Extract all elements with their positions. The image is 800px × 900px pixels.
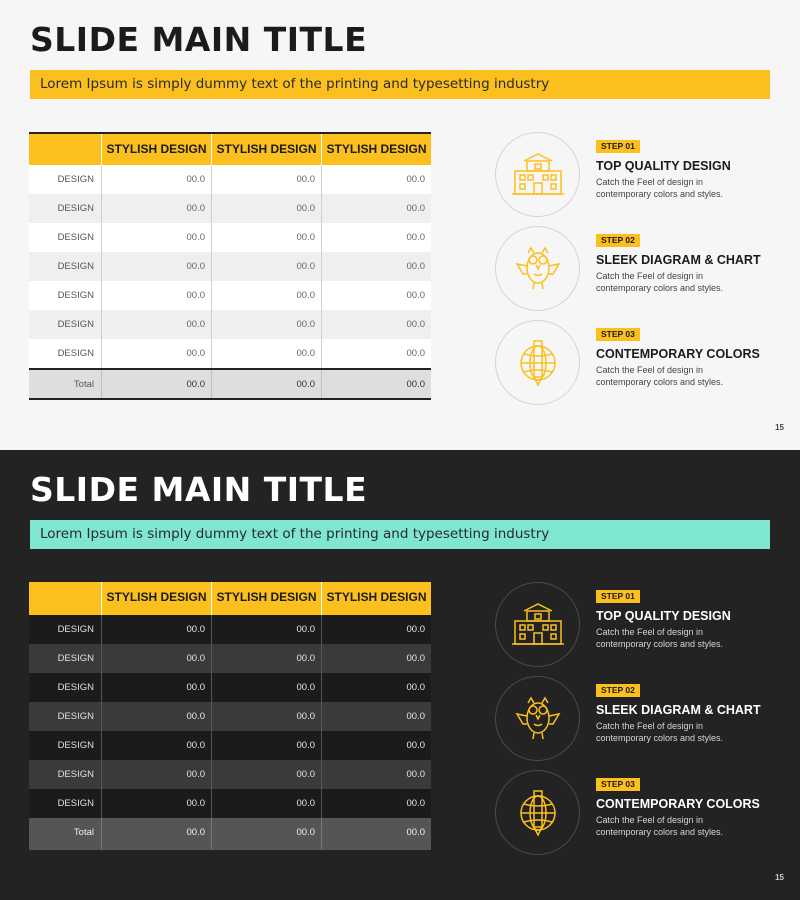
table-cell: 00.0 [321, 281, 431, 310]
table-row [29, 165, 431, 194]
table-cell: 00.0 [321, 339, 431, 368]
data-table [29, 582, 431, 850]
table-cell: 00.0 [101, 339, 211, 368]
table-cell: 00.0 [211, 252, 321, 281]
table-cell: 00.0 [211, 731, 321, 760]
table-cell: 00.0 [211, 702, 321, 731]
subtitle-bar: Lorem Ipsum is simply dummy text of the printing and typesetting industry [30, 70, 770, 99]
row-label: DESIGN [57, 174, 94, 185]
step-icon-circle [495, 320, 580, 405]
table-cell: 00.0 [211, 310, 321, 339]
step-badge: STEP 03 [596, 778, 640, 791]
table-cell: 00.0 [101, 644, 211, 673]
table-cell: 00.0 [211, 281, 321, 310]
column-header: STYLISH DESIGN [211, 582, 321, 615]
column-header: STYLISH DESIGN [101, 134, 211, 165]
total-cell: 00.0 [211, 818, 321, 850]
step-description: Catch the Feel of design in contemporary colors and styles. [596, 365, 724, 387]
row-label: DESIGN [57, 682, 94, 693]
row-label: DESIGN [57, 711, 94, 722]
step-title: TOP QUALITY DESIGN [596, 609, 731, 623]
slide-title: SLIDE MAIN TITLE [30, 20, 368, 59]
table-row [29, 760, 431, 789]
table-cell: 00.0 [101, 281, 211, 310]
step-title: CONTEMPORARY COLORS [596, 797, 760, 811]
table-cell: 00.0 [101, 223, 211, 252]
table-cell: 00.0 [321, 644, 431, 673]
table-cell: 00.0 [321, 789, 431, 818]
step-icon-circle [495, 676, 580, 761]
total-cell: 00.0 [321, 370, 431, 398]
step-badge: STEP 01 [596, 140, 640, 153]
step-title: SLEEK DIAGRAM & CHART [596, 703, 761, 717]
table-header [29, 132, 431, 165]
owl-icon [513, 244, 563, 294]
table-row [29, 789, 431, 818]
table-row [29, 731, 431, 760]
building-icon [510, 153, 566, 197]
step-description: Catch the Feel of design in contemporary colors and styles. [596, 627, 724, 649]
building-icon [510, 603, 566, 647]
header-blank-cell [29, 134, 101, 165]
step-badge: STEP 02 [596, 234, 640, 247]
row-label: DESIGN [57, 232, 94, 243]
step-description: Catch the Feel of design in contemporary colors and styles. [596, 815, 724, 837]
globe-pencil-icon [513, 788, 563, 838]
table-cell: 00.0 [321, 252, 431, 281]
row-label: DESIGN [57, 261, 94, 272]
table-cell: 00.0 [321, 673, 431, 702]
table-row [29, 339, 431, 368]
slide-title: SLIDE MAIN TITLE [30, 470, 368, 509]
table-cell: 00.0 [321, 760, 431, 789]
header-blank-cell [29, 582, 101, 615]
owl-icon [513, 694, 563, 744]
total-cell: 00.0 [321, 818, 431, 850]
step-icon-circle [495, 582, 580, 667]
step-badge: STEP 02 [596, 684, 640, 697]
table-cell: 00.0 [101, 731, 211, 760]
step-description: Catch the Feel of design in contemporary colors and styles. [596, 177, 724, 199]
table-cell: 00.0 [101, 702, 211, 731]
table-cell: 00.0 [321, 731, 431, 760]
table-cell: 00.0 [101, 760, 211, 789]
table-cell: 00.0 [211, 673, 321, 702]
table-total-row [29, 818, 431, 850]
table-row [29, 310, 431, 339]
table-row [29, 281, 431, 310]
row-label: DESIGN [57, 290, 94, 301]
total-cell: 00.0 [101, 818, 211, 850]
step-title: TOP QUALITY DESIGN [596, 159, 731, 173]
table-cell: 00.0 [211, 339, 321, 368]
step-badge: STEP 03 [596, 328, 640, 341]
row-label: DESIGN [57, 203, 94, 214]
page-number: 15 [775, 423, 784, 432]
table-row [29, 673, 431, 702]
data-table [29, 132, 431, 400]
column-header: STYLISH DESIGN [101, 582, 211, 615]
step-description: Catch the Feel of design in contemporary colors and styles. [596, 271, 724, 293]
table-cell: 00.0 [211, 165, 321, 194]
table-cell: 00.0 [101, 615, 211, 644]
globe-pencil-icon [513, 338, 563, 388]
table-row [29, 223, 431, 252]
row-label: DESIGN [57, 798, 94, 809]
column-header: STYLISH DESIGN [321, 582, 431, 615]
row-label: DESIGN [57, 769, 94, 780]
total-cell: 00.0 [101, 370, 211, 398]
step-icon-circle [495, 770, 580, 855]
table-cell: 00.0 [101, 673, 211, 702]
total-label: Total [73, 827, 94, 838]
row-label: DESIGN [57, 348, 94, 359]
step-item [495, 770, 785, 856]
step-item [495, 676, 785, 762]
table-cell: 00.0 [321, 702, 431, 731]
table-row [29, 702, 431, 731]
step-description: Catch the Feel of design in contemporary colors and styles. [596, 721, 724, 743]
table-row [29, 194, 431, 223]
step-item [495, 582, 785, 668]
table-row [29, 644, 431, 673]
slide-dark [0, 450, 800, 900]
table-cell: 00.0 [101, 789, 211, 818]
step-item [495, 132, 785, 218]
step-title: CONTEMPORARY COLORS [596, 347, 760, 361]
table-cell: 00.0 [211, 615, 321, 644]
table-cell: 00.0 [321, 194, 431, 223]
step-icon-circle [495, 226, 580, 311]
row-label: DESIGN [57, 319, 94, 330]
column-header: STYLISH DESIGN [321, 134, 431, 165]
table-cell: 00.0 [321, 310, 431, 339]
table-cell: 00.0 [211, 194, 321, 223]
step-item [495, 226, 785, 312]
table-cell: 00.0 [101, 165, 211, 194]
table-cell: 00.0 [101, 252, 211, 281]
row-label: DESIGN [57, 740, 94, 751]
total-cell: 00.0 [211, 370, 321, 398]
step-icon-circle [495, 132, 580, 217]
table-cell: 00.0 [321, 615, 431, 644]
table-cell: 00.0 [211, 223, 321, 252]
row-label: DESIGN [57, 653, 94, 664]
step-title: SLEEK DIAGRAM & CHART [596, 253, 761, 267]
step-badge: STEP 01 [596, 590, 640, 603]
table-cell: 00.0 [321, 165, 431, 194]
page-number: 15 [775, 873, 784, 882]
subtitle-bar: Lorem Ipsum is simply dummy text of the printing and typesetting industry [30, 520, 770, 549]
table-cell: 00.0 [211, 760, 321, 789]
table-row [29, 615, 431, 644]
row-label: DESIGN [57, 624, 94, 635]
table-cell: 00.0 [211, 789, 321, 818]
table-cell: 00.0 [101, 194, 211, 223]
table-cell: 00.0 [101, 310, 211, 339]
total-label: Total [73, 379, 94, 390]
table-total-row [29, 368, 431, 400]
table-row [29, 252, 431, 281]
table-cell: 00.0 [211, 644, 321, 673]
table-header [29, 582, 431, 615]
step-item [495, 320, 785, 406]
table-cell: 00.0 [321, 223, 431, 252]
column-header: STYLISH DESIGN [211, 134, 321, 165]
